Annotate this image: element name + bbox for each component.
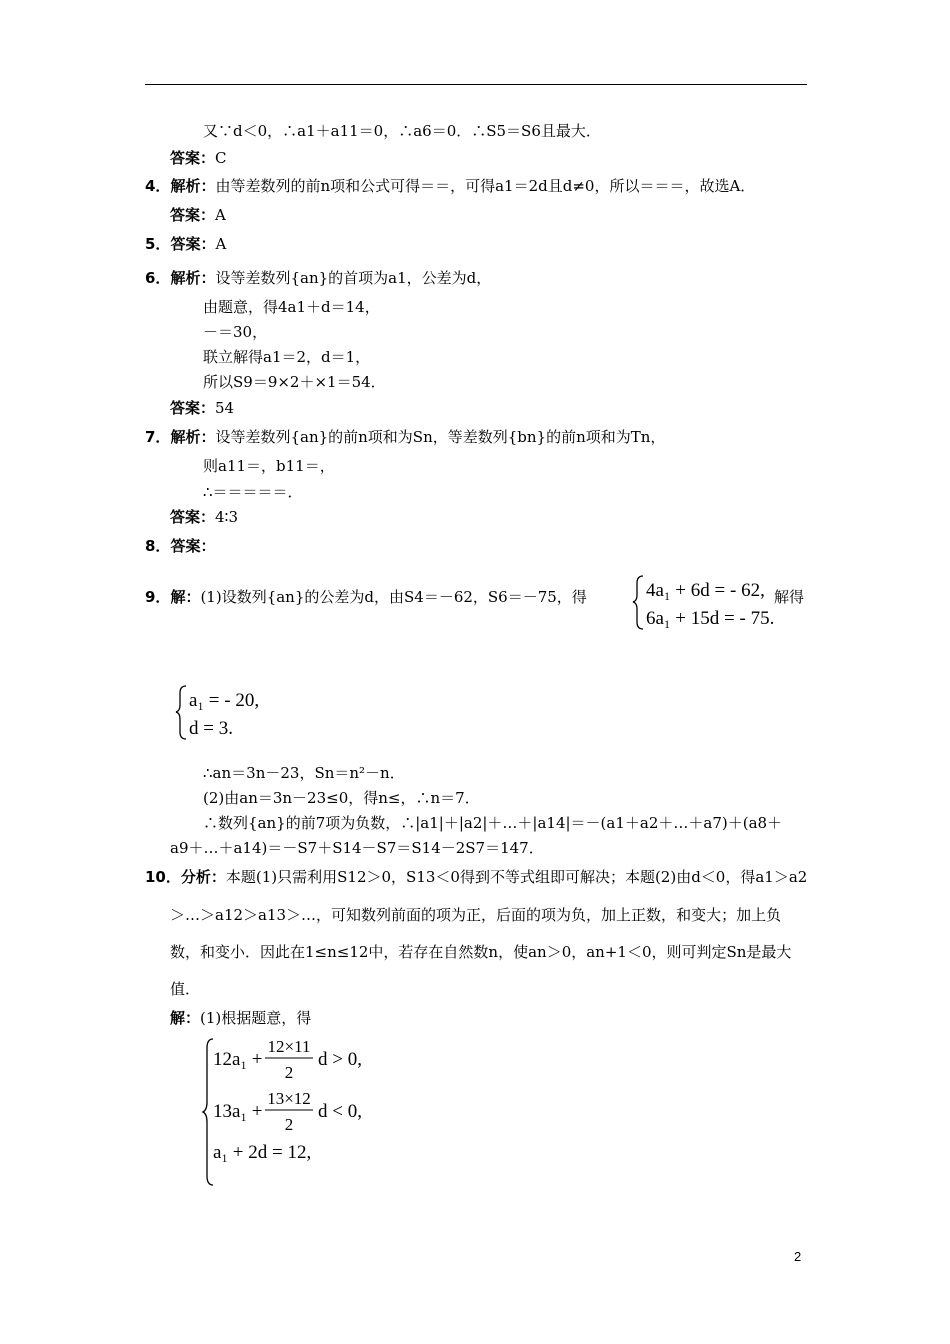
answer-label: 答案：: [170, 399, 216, 417]
answer-line: [170, 205, 226, 225]
analysis-text: 设等差数列{an}的首项为a1，公差为d，: [215, 269, 492, 287]
analysis-text: 本题(1)只需利用S12＞0，S13＜0得到不等式组即可解决；本题(2)由d＜0，得a1＞a2: [225, 868, 808, 886]
solution-text: (1)设数列{an}的公差为d，由S4＝－62，S6＝－75，得: [200, 588, 587, 606]
page-number: 2: [794, 1249, 802, 1264]
problem-number: 10．: [145, 868, 181, 886]
problem-number: 5．: [145, 235, 171, 253]
answer-label: 答案：: [170, 508, 216, 526]
answer-value: 54: [215, 399, 235, 417]
text-line: 由题意，得4a1＋d＝14，: [203, 298, 380, 316]
header-rule: [145, 84, 807, 85]
analysis-text: 由等差数列的前n项和公式可得＝＝，可得a1＝2d且d≠0，所以＝＝＝，故选A．: [215, 177, 756, 195]
problem-9-solution: [145, 587, 587, 607]
equation-line: 13a₁ +: [213, 1101, 263, 1122]
solution-label: 解：: [170, 1009, 201, 1027]
answer-line: [170, 148, 227, 168]
text-line: 所以S9＝9×2＋×1＝54．: [203, 373, 386, 391]
equation-line: 6a₁ + 15d = - 75.: [646, 608, 775, 629]
solution-label: 解：: [170, 588, 201, 606]
answer-line: [170, 398, 234, 418]
text-line: 则a11＝，b11＝，: [203, 457, 335, 475]
analysis-label: 分析：: [180, 868, 226, 886]
answer-label: 答案：: [170, 235, 216, 253]
equation-line: d = 3.: [189, 718, 233, 739]
text-line: (2)由an＝3n－23≤0，得n≤，∴n＝7．: [203, 789, 480, 807]
answer-label: 答案：: [170, 537, 216, 555]
text-line: 值．: [170, 980, 201, 998]
text-line: 又∵d＜0，∴a1＋a11＝0，∴a6＝0．∴S5＝S6且最大．: [203, 122, 601, 140]
analysis-label: 解析：: [170, 269, 216, 287]
text-fragment: 解得: [774, 588, 805, 606]
answer-value: A: [215, 206, 226, 224]
text-line: ∴数列{an}的前7项为负数，∴|a1|＋|a2|＋…＋|a14|＝－(a1＋a2＋…＋a7)＋(a8＋: [203, 814, 783, 832]
fraction-numerator: 13×12: [267, 1089, 311, 1108]
equation-line: a₁ = - 20,: [189, 690, 260, 711]
problem-5-answer: [145, 234, 226, 254]
analysis-label: 解析：: [170, 428, 216, 446]
answer-label: 答案：: [170, 149, 216, 167]
text-line: ∴an＝3n－23，Sn＝n²－n．: [203, 764, 405, 782]
analysis-label: 解析：: [170, 177, 216, 195]
equation-system-9b: [177, 683, 287, 743]
equation-line: d > 0,: [318, 1049, 362, 1070]
fraction-numerator: 12×11: [267, 1037, 311, 1056]
equation-line: 4a₁ + 6d = - 62,: [646, 580, 765, 601]
text-line: ∴＝＝＝＝＝．: [203, 483, 303, 501]
equation-system-9a: [634, 573, 774, 633]
answer-label: 答案：: [170, 206, 216, 224]
text-line: 联立解得a1＝2，d＝1，: [203, 348, 371, 366]
solution-text: (1)根据题意，得: [200, 1009, 312, 1027]
problem-4-analysis: [145, 176, 755, 196]
problem-number: 4．: [145, 177, 171, 195]
fraction-denominator: 2: [284, 1115, 294, 1134]
problem-number: 7．: [145, 428, 171, 446]
text-line: ＞…＞a12＞a13＞…，可知数列前面的项为正，后面的项为负，加上正数，和变大；加上负: [170, 906, 782, 924]
solution-line: [170, 1008, 311, 1028]
equation-system-10: [203, 1036, 403, 1188]
text-line: a9＋…＋a14)＝－S7＋S14－S7＝S14－2S7＝147．: [170, 839, 544, 857]
equation-line: d < 0,: [318, 1101, 362, 1122]
answer-value: A: [215, 235, 227, 253]
problem-number: 9．: [145, 588, 171, 606]
problem-6-analysis: [145, 268, 491, 288]
problem-8-answer: [145, 536, 215, 556]
equation-line: 12a₁ +: [213, 1049, 263, 1070]
fraction-denominator: 2: [284, 1063, 294, 1082]
answer-value: C: [215, 149, 227, 167]
problem-number: 6．: [145, 269, 171, 287]
problem-10-analysis: [145, 867, 807, 887]
problem-number: 8．: [145, 537, 171, 555]
problem-7-analysis: [145, 427, 665, 447]
text-line: 数，和变小．因此在1≤n≤12中，若存在自然数n，使an＞0，an+1＜0，则可判定Sn是最大: [170, 943, 792, 961]
answer-line: [170, 507, 238, 527]
equation-line: a₁ + 2d = 12,: [213, 1142, 312, 1163]
answer-value: 4∶3: [215, 508, 239, 526]
analysis-text: 设等差数列{an}的前n项和为Sn，等差数列{bn}的前n项和为Tn，: [215, 428, 666, 446]
text-line: －＝30，: [203, 323, 268, 341]
